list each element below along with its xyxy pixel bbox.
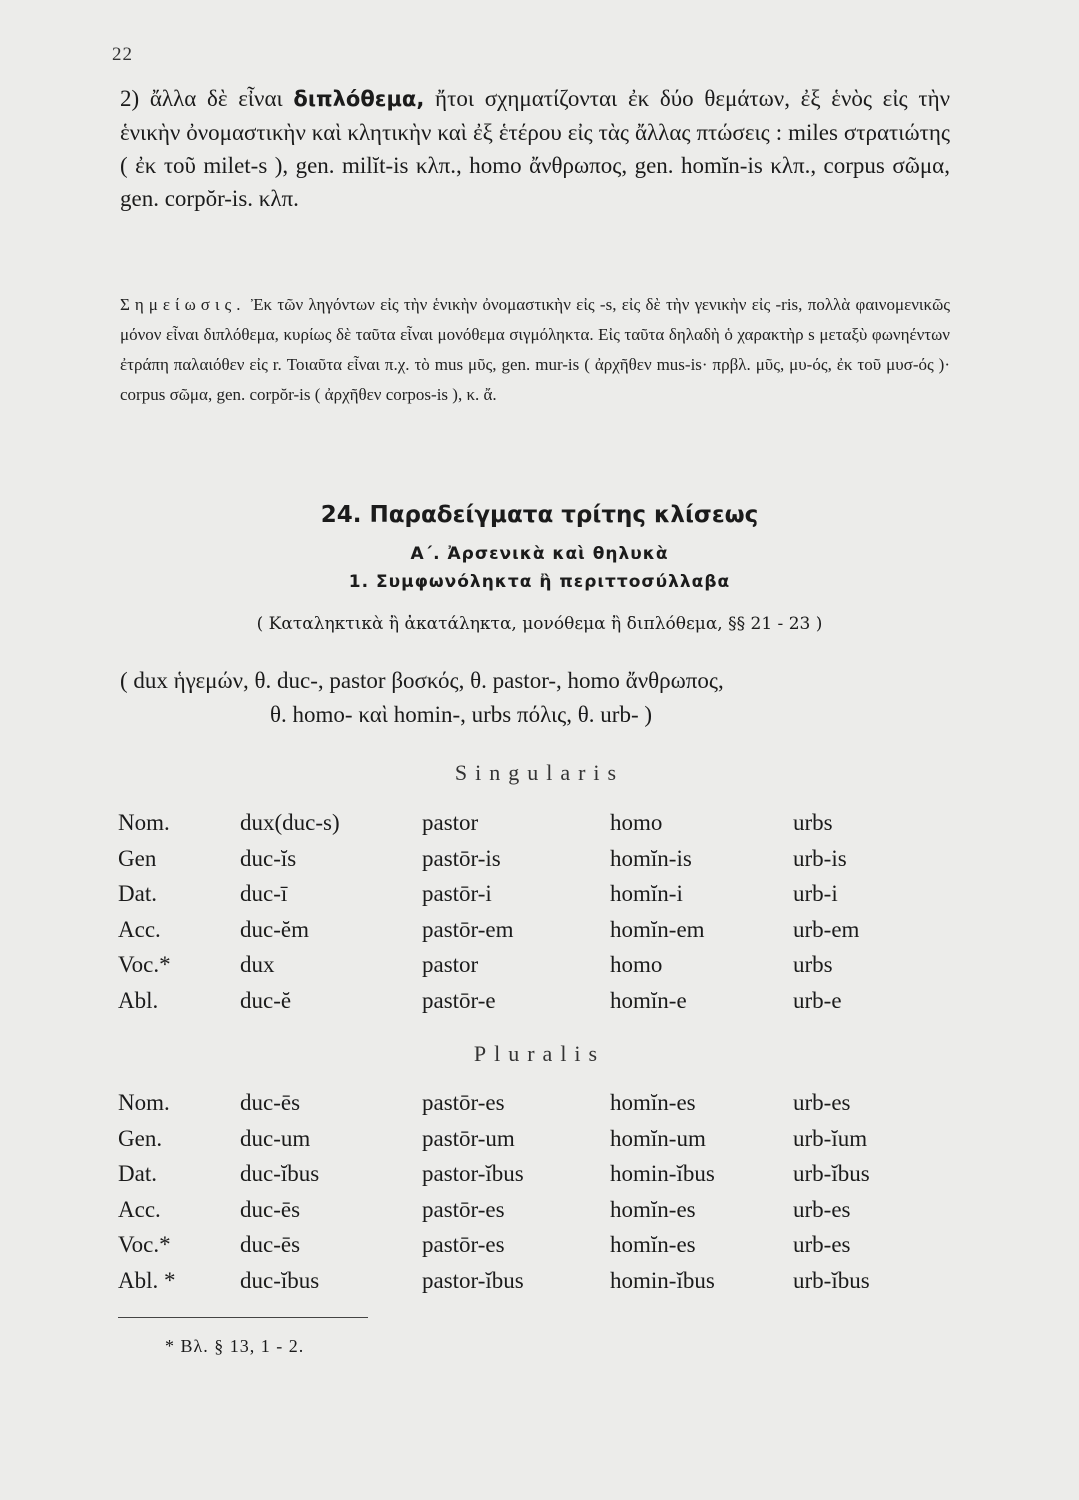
form-cell: urb-i xyxy=(793,881,838,906)
form-cell: homo xyxy=(610,952,663,977)
form-cell: homĭn-is xyxy=(610,845,692,871)
form-cell: duc-ēs xyxy=(240,1090,301,1115)
form-cell: duc-ēs xyxy=(240,1232,301,1257)
case-label: Acc. xyxy=(118,1196,161,1222)
form-cell: urb-ĭum xyxy=(793,1125,868,1151)
subheading: Α΄. Ἀρσενικὰ καὶ θηλυκὰ xyxy=(410,544,669,564)
form-cell: pastōr-is xyxy=(422,845,501,871)
table-row xyxy=(0,952,1079,987)
form-cell: duc-ĭbus xyxy=(240,1267,320,1293)
case-label: Voc.* xyxy=(118,952,171,977)
case-label: Gen xyxy=(118,845,157,871)
form-cell: urbs xyxy=(793,810,833,835)
case-label: Dat. xyxy=(118,881,157,906)
form-cell: homĭn-es xyxy=(610,1232,696,1257)
form-cell: homin-ĭbus xyxy=(610,1161,715,1186)
section-heading: 24. Παραδείγματα τρίτης κλίσεως xyxy=(320,502,759,528)
form-cell: pastor xyxy=(422,952,479,977)
form-cell: duc-ĕm xyxy=(240,916,309,942)
paragraph-2-text: ἤτοι σχηματίζονται ἐκ δύο θεμάτων, ἐξ ἑνὸς εἰς τὴν ἑνικὴν ὀνομαστικὴν καὶ κλητικὴν καὶ ἐξ ἑτέρου εἰς τὰς ἄλλας πτώσεις : miles στρατιώτης ( ἐκ τοῦ milet-s ), gen. milĭt-is κλπ., homo ἄνθρωπος, gen. homĭn-is κλπ., corpus σῶμα, gen. corpŏr-is. κλπ. xyxy=(120,86,951,211)
form-cell: pastor-ĭbus xyxy=(422,1161,524,1186)
form-cell: urb-ĭbus xyxy=(793,1267,870,1293)
case-label: Dat. xyxy=(118,1161,157,1186)
case-label: Voc.* xyxy=(118,1232,171,1257)
form-cell: homĭn-em xyxy=(610,916,705,942)
form-cell: urb-ĭbus xyxy=(793,1161,870,1186)
note-text: Ἐκ τῶν ληγόντων εἰς τὴν ἑνικὴν ὀνομαστικὴν εἰς -s, εἰς δὲ τὴν γενικὴν εἰς -ris, πολλὰ φαινομενικῶς μόνον εἶναι διπλόθεμα, κυρίως δὲ ταῦτα εἶναι μονόθεμα σιγμόληκτα. Εἰς ταῦτα δηλαδὴ ὁ χαρακτὴρ s μεταξὺ φωνηέντων ἐτράπη παλαιόθεν εἰς r. Τοιαῦτα εἶναι π.χ. τὸ mus μῦς, gen. mur-is ( ἀρχῆθεν mus-is· πρβλ. μῦς, μυ-ός, ἐκ τοῦ μυσ-ός )· corpus σῶμα, gen. corpŏr-is ( ἀρχῆθεν corpos-is ), κ. ἄ. xyxy=(120,295,950,404)
form-cell: urb-es xyxy=(793,1232,851,1257)
table-row xyxy=(0,1126,1079,1161)
case-label: Gen. xyxy=(118,1125,163,1151)
heading-description: ( Καταληκτικὰ ἢ ἀκατάληκτα, μονόθεμα ἢ διπλόθεμα, §§ 21 - 23 ) xyxy=(256,614,823,634)
footnote-rule xyxy=(118,1317,368,1318)
paragraph-2-term: διπλόθεμα, xyxy=(293,87,425,111)
case-label: Abl. * xyxy=(118,1267,176,1293)
form-cell: urbs xyxy=(793,952,833,977)
table-row xyxy=(0,1197,1079,1232)
case-label: Nom. xyxy=(118,1090,170,1115)
form-cell: homin-ĭbus xyxy=(610,1267,715,1293)
form-cell: duc-ēs xyxy=(240,1196,301,1222)
form-cell: pastōr-es xyxy=(422,1196,505,1222)
table-row xyxy=(0,988,1079,1023)
case-label: Abl. xyxy=(118,987,159,1013)
paragraph-2 xyxy=(120,82,950,215)
examples-block xyxy=(120,664,960,732)
examples-line-1: ( dux ἡγεμών, θ. duc-, pastor βοσκός, θ. pastor-, homo ἄνθρωπος, xyxy=(120,668,724,693)
table-row xyxy=(0,1232,1079,1267)
form-cell: dux xyxy=(240,952,275,977)
form-cell: urb-e xyxy=(793,987,842,1013)
subsubheading: 1. Συμφωνόληκτα ἢ περιττοσύλλαβα xyxy=(348,572,731,592)
form-cell: urb-is xyxy=(793,845,847,871)
form-cell: duc-ĭs xyxy=(240,845,297,871)
form-cell: duc-ĭbus xyxy=(240,1161,320,1186)
form-cell: homĭn-es xyxy=(610,1090,696,1115)
table-row xyxy=(0,1090,1079,1125)
form-cell: pastōr-es xyxy=(422,1232,505,1257)
note-paragraph xyxy=(120,290,950,410)
pluralis-label: Pluralis xyxy=(473,1041,606,1066)
form-cell: pastōr-e xyxy=(422,987,496,1013)
form-cell: homĭn-e xyxy=(610,987,687,1013)
form-cell: homĭn-es xyxy=(610,1196,696,1222)
form-cell: urb-em xyxy=(793,916,860,942)
form-cell: homo xyxy=(610,810,663,835)
examples-line-2: θ. homo- καὶ homin-, urbs πόλις, θ. urb- ) xyxy=(270,702,653,727)
case-label: Acc. xyxy=(118,916,161,942)
form-cell: pastōr-i xyxy=(422,881,492,906)
table-row xyxy=(0,881,1079,916)
paragraph-2-prefix: 2) ἄλλα δὲ εἶναι xyxy=(120,86,294,111)
form-cell: urb-es xyxy=(793,1196,851,1222)
table-row xyxy=(0,810,1079,845)
form-cell: pastor xyxy=(422,810,479,835)
form-cell: duc-ĕ xyxy=(240,987,292,1013)
case-label: Nom. xyxy=(118,810,170,835)
form-cell: duc-ī xyxy=(240,881,288,906)
form-cell: duc-um xyxy=(240,1125,311,1151)
table-row xyxy=(0,846,1079,881)
table-row xyxy=(0,917,1079,952)
form-cell: homĭn-um xyxy=(610,1125,706,1151)
form-cell: pastor-ĭbus xyxy=(422,1267,524,1293)
table-row xyxy=(0,1161,1079,1196)
form-cell: pastōr-em xyxy=(422,916,514,942)
page-number: 22 xyxy=(112,44,133,65)
footnote: * Βλ. § 13, 1 - 2. xyxy=(165,1336,305,1356)
table-row xyxy=(0,1268,1079,1303)
form-cell: urb-es xyxy=(793,1090,851,1115)
note-label: Σημείωσις. xyxy=(120,295,246,314)
form-cell: dux(duc-s) xyxy=(240,810,340,835)
form-cell: homĭn-i xyxy=(610,881,683,906)
form-cell: pastōr-um xyxy=(422,1125,515,1151)
singularis-label: Singularis xyxy=(454,760,625,785)
form-cell: pastōr-es xyxy=(422,1090,505,1115)
